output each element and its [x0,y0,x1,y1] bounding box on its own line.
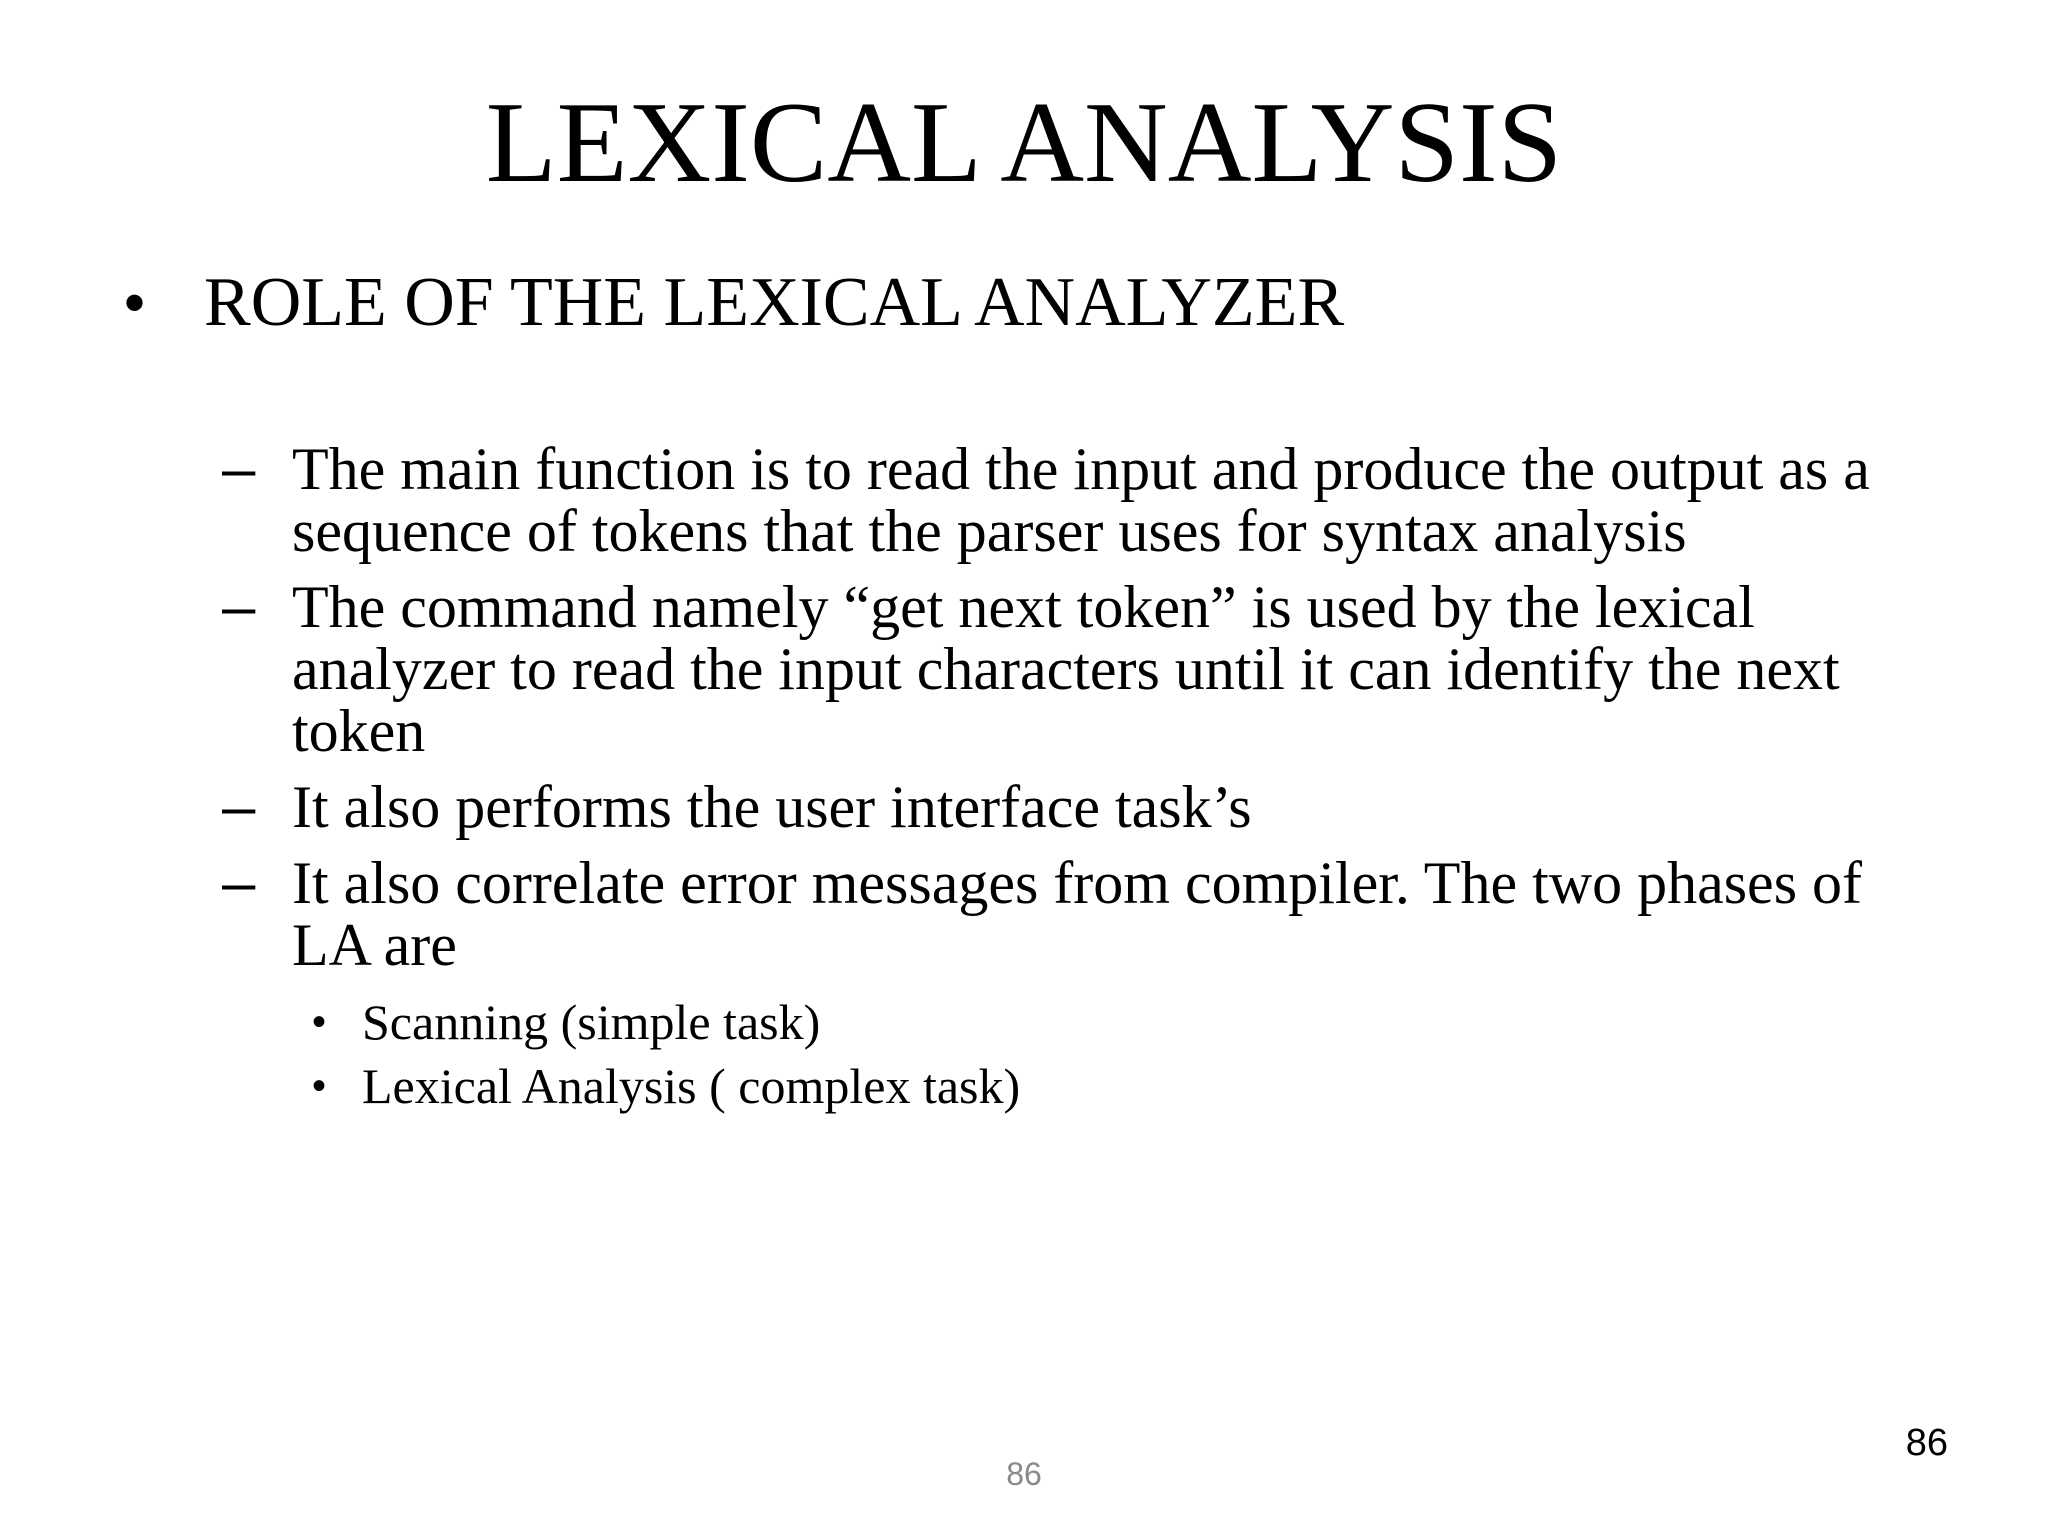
sub-bullet-text: It also performs the user interface task’s [292,774,1252,840]
main-bullet-text: ROLE OF THE LEXICAL ANALYZER [204,264,1345,341]
sub-bullet-list [222,435,1942,1118]
dash-icon: – [222,435,256,502]
bullet-icon: • [312,1000,327,1044]
slide-title: LEXICAL ANALYSIS [485,79,1563,207]
bullet-icon: • [312,1064,327,1108]
dash-icon: – [222,573,256,640]
corner-page-number: 86 [1905,1422,1948,1464]
dash-icon: – [222,849,256,916]
dash-icon: – [222,773,256,840]
nested-bullet-text: Lexical Analysis ( complex task) [362,1058,1021,1114]
sub-bullet-text: The command namely “get next token” is used by the lexical analyzer to read the input characters until it can identify the next token [292,574,1840,764]
sub-bullet-item [222,435,1942,564]
sub-bullet-item [222,773,1942,840]
bullet-icon: • [124,269,146,336]
nested-bullet-item [312,990,1942,1054]
nested-bullet-text: Scanning (simple task) [362,994,821,1050]
sub-bullet-item [222,573,1942,764]
sub-bullet-text: The main function is to read the input and produce the output as a sequence of tokens that the parser uses for syntax analysis [292,436,1870,564]
sub-bullet-text: It also correlate error messages from compiler. The two phases of LA are [292,850,1863,978]
nested-bullet-item [312,1054,1942,1118]
sub-bullet-item [222,849,1942,978]
footer-page-number: 86 [1006,1456,1042,1492]
nested-bullet-list [222,990,1942,1118]
